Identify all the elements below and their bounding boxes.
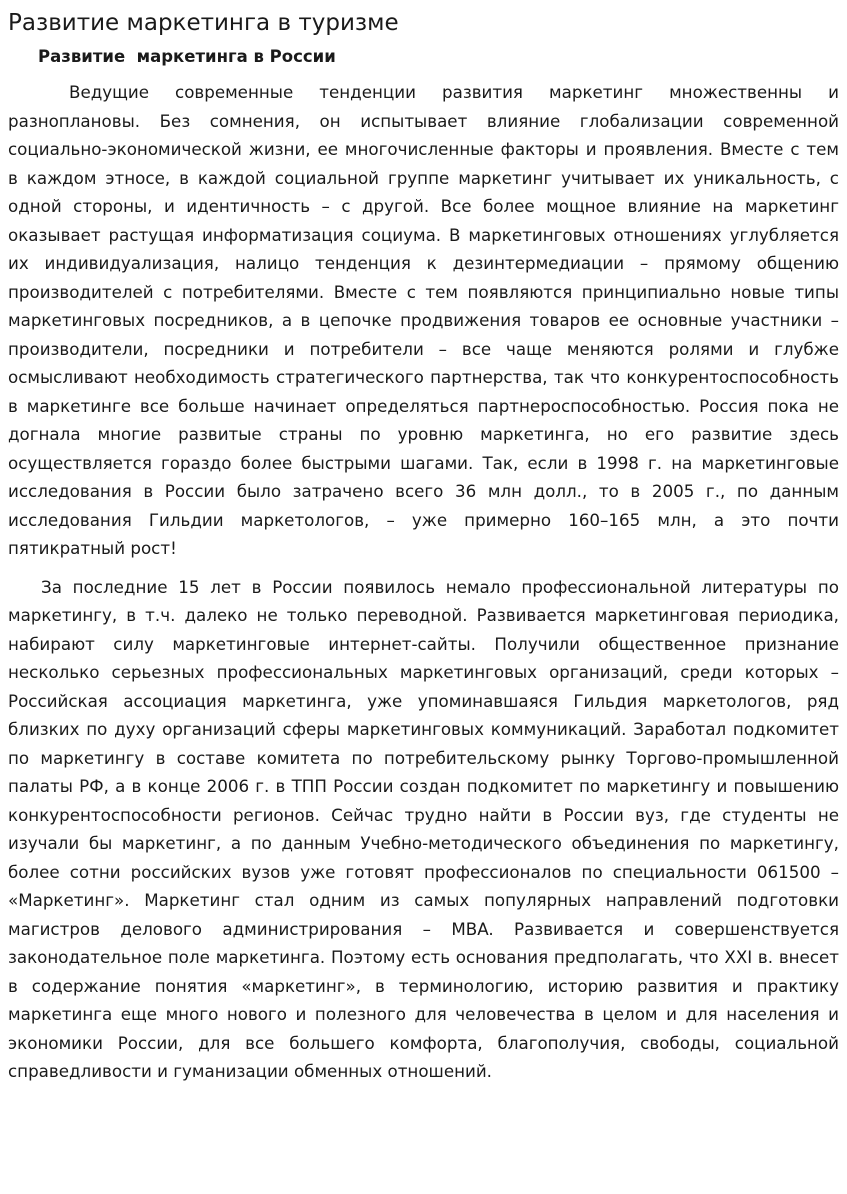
paragraph-1: Ведущие современные тенденции развития маркетинг множественны и разноплановы. Без сомнения, он испытывает влияние глобализации современной социально-экономической жизни, ее многочисленные факторы и проявления. Вместе с тем в каждом этносе, в каждой социальной группе маркетинг учитывает их уникальность, с одной стороны, и идентичность – с другой. Все более мощное влияние на маркетинг оказывает растущая информатизация социума. В маркетинговых отношениях углубляется их индивидуализация, налицо тенденция к дезинтермедиации – прямому общению производителей с потребителями. Вместе с тем появляются принципиально новые типы маркетинговых посредников, а в цепочке продвижения товаров ее основные участники – производители, посредники и потребители – все чаще меняются ролями и глубже осмысливают необходимость стратегического партнерства, так что конкурентоспособность в маркетинге все больше начинает определяться партнероспособностью. Россия пока не догнала многие развитые страны по уровню маркетинга, но его развитие здесь осуществляется гораздо более быстрыми шагами. Так, если в 1998 г. на маркетинговые исследования в России было затрачено всего 36 млн долл., то в 2005 г., по данным исследования Гильдии маркетологов, – уже примерно 160–165 млн, а это почти пятикратный рост! xyxy=(8,82,839,558)
section-heading: Развитие маркетинга в России xyxy=(38,47,336,66)
page-title: Развитие маркетинга в туризме xyxy=(8,10,399,36)
paragraph-2: За последние 15 лет в России появилось немало профессиональной литературы по маркетингу, в т.ч. далеко не только переводной. Развивается маркетинговая периодика, набирают силу маркетинговые интернет-сайты. Получили общественное признание несколько серьезных профессиональных маркетинговых организаций, среди которых – Российская ассоциация маркетинга, уже упоминавшаяся Гильдия маркетологов, ряд близких по духу организаций сферы маркетинговых коммуникаций. Заработал подкомитет по маркетингу в составе комитета по потребительскому рынку Торгово-промышленной палаты РФ, а в конце 2006 г. в ТПП России создан подкомитет по маркетингу и повышению конкурентоспособности регионов. Сейчас трудно найти в России вуз, где студенты не изучали бы маркетинг, а по данным Учебно-методического объединения по маркетингу, более сотни российских вузов уже готовят профессионалов по специальности 061500 – «Маркетинг». Маркетинг стал одним из самых популярных направлений подготовки магистров делового администрирования – MBA. Развивается и совершенствуется законодательное поле маркетинга. Поэтому есть основания предполагать, что XXI в. внесет в содержание понятия «маркетинг», в терминологию, историю развития и практику маркетинга еще много нового и полезного для человечества в целом и для населения и экономики России, для все большего комфорта, благополучия, свободы, социальной справедливости и гуманизации обменных отношений. xyxy=(8,576,839,1081)
